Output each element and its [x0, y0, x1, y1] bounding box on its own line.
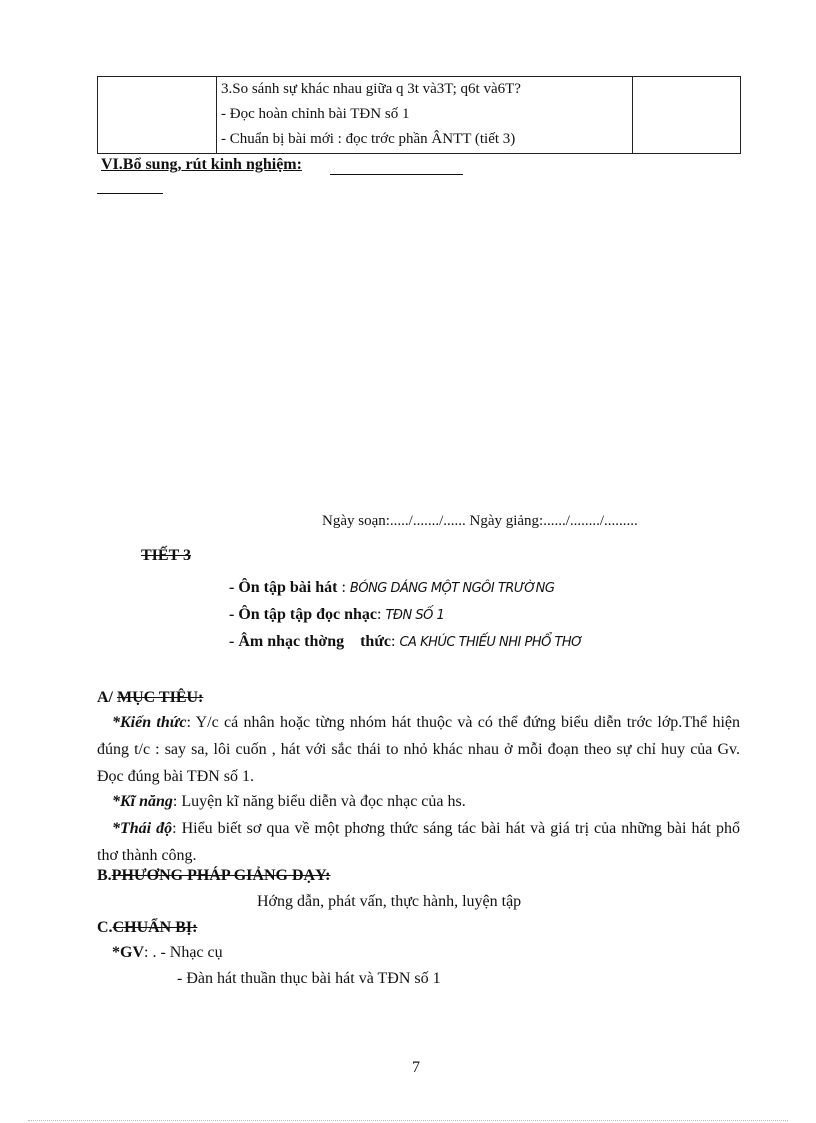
topic-value: TĐN SỐ 1	[385, 608, 445, 623]
topic-label: - Ôn tập tập đọc nhạc	[229, 606, 378, 623]
section-c-heading	[97, 919, 197, 937]
gv-line1-text: : . - Nhạc cụ	[144, 944, 223, 961]
knowledge-label: *Kiến thức	[112, 714, 187, 731]
table-line: 3.So sánh sự khác nhau giữa q 3t và3T; q6t và6T?	[221, 81, 521, 97]
review-heading-text: VI.Bổ sung, rút kinh nghiệm:	[101, 156, 302, 173]
gv-line-1	[112, 944, 223, 962]
knowledge-paragraph	[97, 709, 740, 790]
table-cell-left	[98, 77, 217, 154]
section-c-prefix: C.	[97, 919, 113, 936]
gv-line-2: - Đàn hát thuần thục bài hát và TĐN số 1	[177, 970, 441, 987]
page-bottom-border	[28, 1120, 788, 1121]
section-a-heading	[97, 689, 203, 707]
topic-sep: :	[377, 606, 386, 623]
table-row	[98, 77, 741, 154]
review-underline	[330, 174, 463, 175]
skill-paragraph	[97, 788, 740, 815]
lesson-plan-table	[97, 76, 741, 154]
section-a-title: MỤC TIÊU:	[117, 689, 204, 706]
skill-text: : Luyện kĩ năng biểu diễn và đọc nhạc của hs.	[172, 793, 466, 810]
attitude-text: : Hiểu biết sơ qua về một phơng thức sáng tác bài hát và giá trị của những bài hát phổ thơ thành công.	[97, 820, 741, 864]
topic-sep: :	[391, 633, 400, 650]
section-b-title: PHƯƠNG PHÁP GIẢNG DẠY:	[111, 867, 331, 884]
table-cell-middle	[217, 77, 633, 154]
topic-value: CA KHÚC THIẾU NHI PHỔ THƠ	[399, 635, 583, 650]
table-line: - Đọc hoàn chỉnh bài TĐN số 1	[221, 106, 410, 122]
topic-music-knowledge	[229, 633, 583, 651]
gv-label: *GV	[112, 944, 144, 961]
section-a-prefix: A/	[97, 689, 117, 706]
attitude-label: *Thái độ	[112, 820, 173, 837]
topic-song	[229, 579, 554, 597]
topic-sep: :	[337, 579, 350, 596]
skill-label: *Kĩ năng	[112, 793, 173, 810]
topic-label: - Âm nhạc thờng thức	[229, 633, 392, 650]
knowledge-text: : Y/c cá nhân hoặc từng nhóm hát thuộc và có thể đứng biểu diễn trớc lớp.Thể hiện đúng t/c : say sa, lôi cuốn , hát với sắc thái to nhỏ khác nhau ở mỗi đoạn theo sự chỉ huy của Gv. Đọc đúng bài TĐN số 1.	[97, 714, 741, 785]
lesson-title: TIẾT 3	[141, 547, 191, 564]
section-b-heading	[97, 867, 330, 885]
section-c-title: CHUẨN BỊ:	[112, 919, 198, 936]
table-cell-right	[633, 77, 741, 154]
section-b-text: Hớng dẫn, phát vấn, thực hành, luyện tập	[257, 893, 522, 910]
topic-reading	[229, 606, 444, 624]
table-line: - Chuẩn bị bài mới : đọc trớc phần ÂNTT (tiết 3)	[221, 131, 516, 147]
page-number: 7	[412, 1059, 420, 1076]
topic-value: BÓNG DÁNG MỘT NGÔI TRƯỜNG	[349, 581, 555, 596]
topic-label: - Ôn tập bài hát	[229, 579, 338, 596]
attitude-paragraph	[97, 815, 740, 869]
dates-line: Ngày soạn:...../......./...... Ngày giảng:....../......../.........	[322, 513, 638, 529]
review-short-rule	[97, 193, 163, 194]
review-heading	[101, 156, 302, 174]
section-b-prefix: B.	[97, 867, 112, 884]
